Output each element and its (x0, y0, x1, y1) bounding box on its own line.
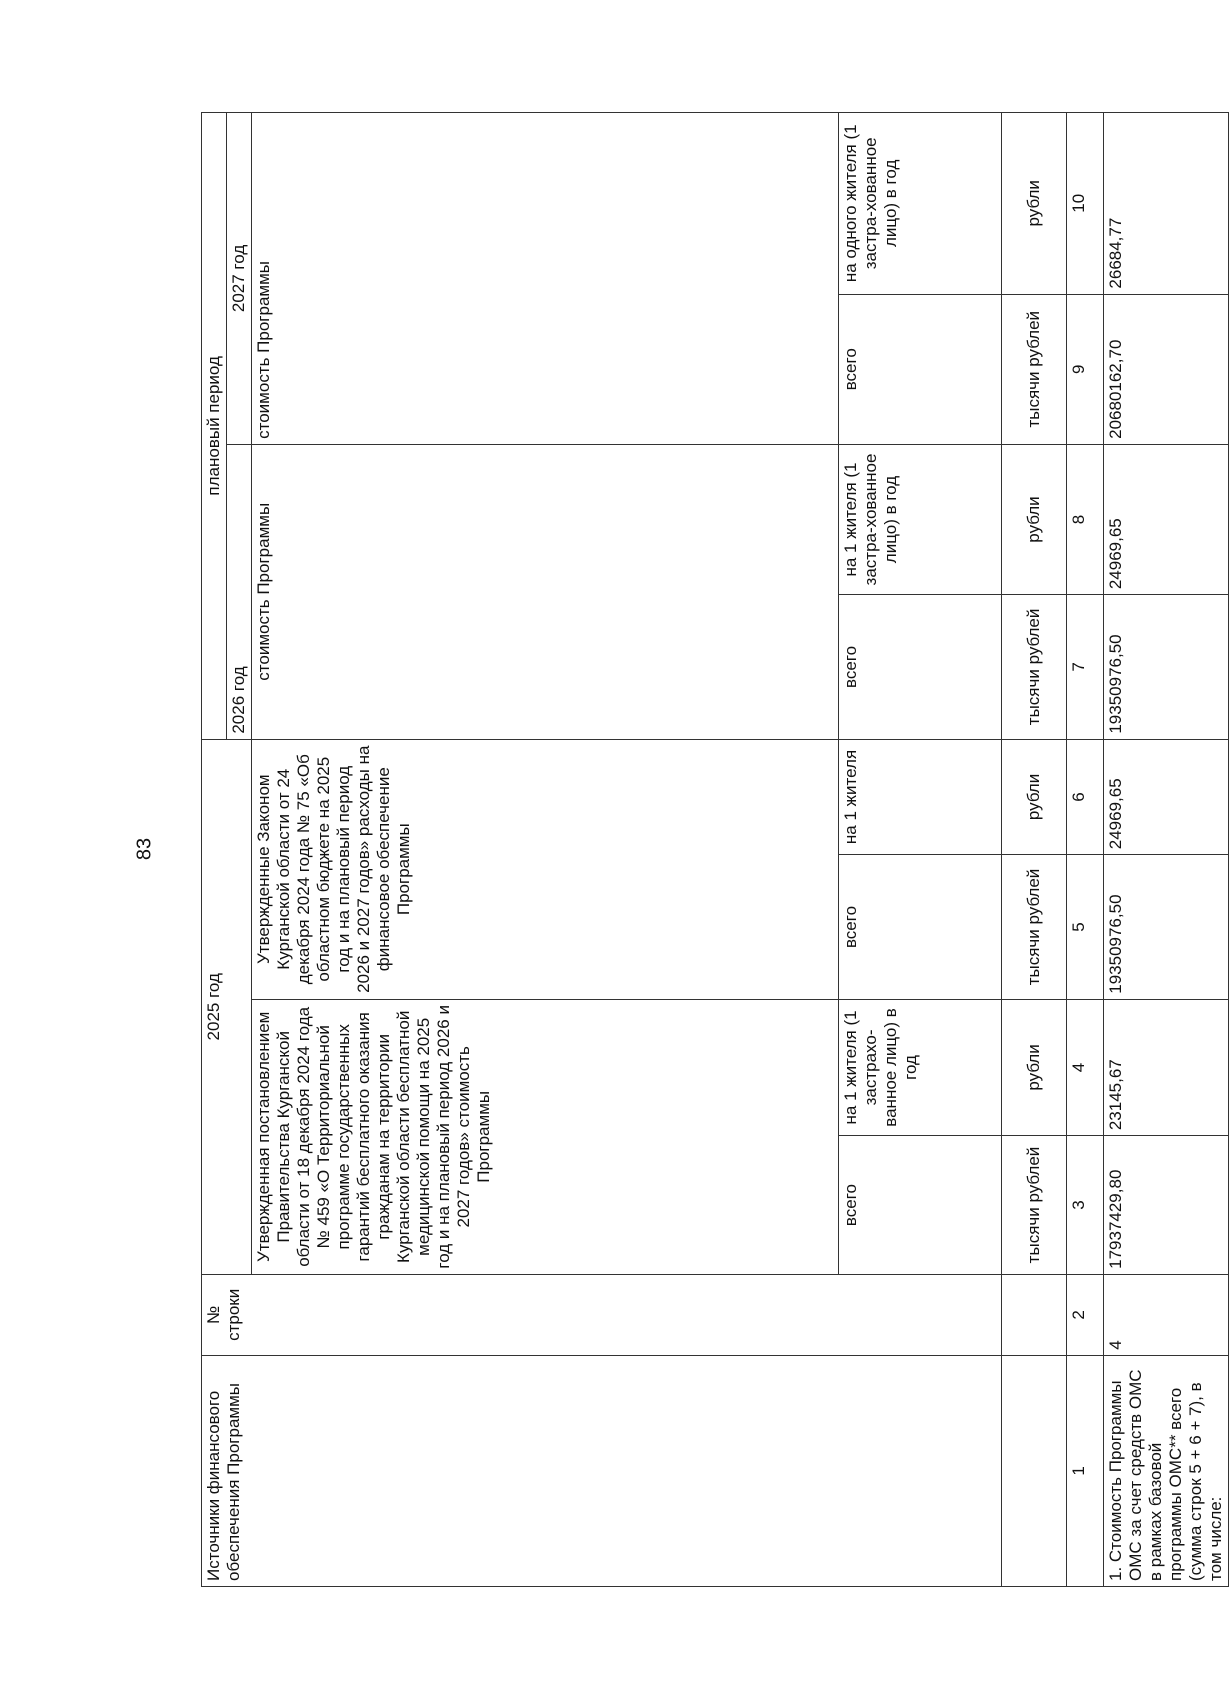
page-number: 83 (133, 837, 156, 861)
rotated-table-sheet (201, 112, 1225, 1587)
unit-rubles-col6: рубли (1002, 739, 1067, 855)
subheader-total-2025b: всего (839, 855, 1002, 1000)
unit-rubles-col4: рубли (1002, 999, 1067, 1135)
subheader-total-2027: всего (839, 294, 1002, 444)
subheader-total-2026: всего (839, 595, 1002, 740)
unit-thousands-col9: тысячи рублей (1002, 294, 1067, 444)
header-year-2026: 2026 год (227, 444, 252, 739)
value-total-2027: 20680162,70 (1104, 294, 1229, 444)
header-funding-source: Источники финансового обеспечения Программы (202, 1355, 1002, 1586)
unit-thousands-col3: тысячи рублей (1002, 1136, 1067, 1275)
header-row-number: № строки (202, 1274, 1002, 1355)
row-funding-source: 1. Стоимость Программы ОМС за счет средств ОМС в рамках базовой программы ОМС** всего (сумма строк 5 + 6 + 7), в том числе: (1104, 1355, 1229, 1586)
financing-table (201, 112, 1229, 1587)
row-number-cell: 4 (1104, 1274, 1229, 1355)
column-number: 8 (1067, 444, 1104, 594)
column-number: 10 (1067, 113, 1104, 295)
unit-empty-row-number (1002, 1274, 1067, 1355)
subheader-per-person-2025b: на 1 жителя (839, 739, 1002, 855)
subheader-total-2025a: всего (839, 1136, 1002, 1275)
column-number: 7 (1067, 595, 1104, 740)
column-number: 1 (1067, 1355, 1104, 1586)
table-row (1104, 113, 1229, 1587)
header-row-years (202, 113, 227, 1587)
value-per-person-2025-law: 24969,65 (1104, 739, 1229, 855)
column-numbers-row (1067, 113, 1104, 1587)
value-total-2025-resolution: 17937429,80 (1104, 1136, 1229, 1275)
unit-rubles-col8: рубли (1002, 444, 1067, 594)
value-per-person-2025-resolution: 23145,67 (1104, 999, 1229, 1135)
subheader-per-person-2027: на одного жителя (1 застра-хованное лицо) в год (839, 113, 1002, 295)
value-total-2026: 19350976,50 (1104, 595, 1229, 740)
value-per-person-2027: 26684,77 (1104, 113, 1229, 295)
column-number: 2 (1067, 1274, 1104, 1355)
subheader-per-person-2025a: на 1 жителя (1 застрахо-ванное лицо) в год (839, 999, 1002, 1135)
header-year-2025: 2025 год (202, 739, 252, 1274)
header-approved-resolution: Утвержденная постановлением Правительства Курганской области от 18 декабря 2024 года № 459 «О Территориальной программе государственных гарантий бесплатного оказания гражданам на территории Курганской области бесплатной медицинской помощи на 2025 год и на плановый период 2026 и 2027 годов» стоимость Программы (252, 999, 839, 1274)
column-number: 6 (1067, 739, 1104, 855)
header-program-cost-2026: стоимость Программы (252, 444, 839, 739)
header-approved-law: Утвержденные Законом Курганской области от 24 декабря 2024 года № 75 «Об областном бюджете на 2025 год и на плановый период 2026 и 2027 годов» расходы на финансовое обеспечение Программы (252, 739, 839, 999)
header-year-2027: 2027 год (227, 113, 252, 445)
column-number: 3 (1067, 1136, 1104, 1275)
units-row (1002, 113, 1067, 1587)
header-planned-period: плановый период (202, 113, 227, 740)
column-number: 9 (1067, 294, 1104, 444)
unit-rubles-col10: рубли (1002, 113, 1067, 295)
value-total-2025-law: 19350976,50 (1104, 855, 1229, 1000)
column-number: 5 (1067, 855, 1104, 1000)
value-per-person-2026: 24969,65 (1104, 444, 1229, 594)
header-program-cost-2027: стоимость Программы (252, 113, 839, 445)
unit-empty-source (1002, 1355, 1067, 1586)
subheader-per-person-2026: на 1 жителя (1 застра-хованное лицо) в год (839, 444, 1002, 594)
unit-thousands-col7: тысячи рублей (1002, 595, 1067, 740)
column-number: 4 (1067, 999, 1104, 1135)
unit-thousands-col5: тысячи рублей (1002, 855, 1067, 1000)
